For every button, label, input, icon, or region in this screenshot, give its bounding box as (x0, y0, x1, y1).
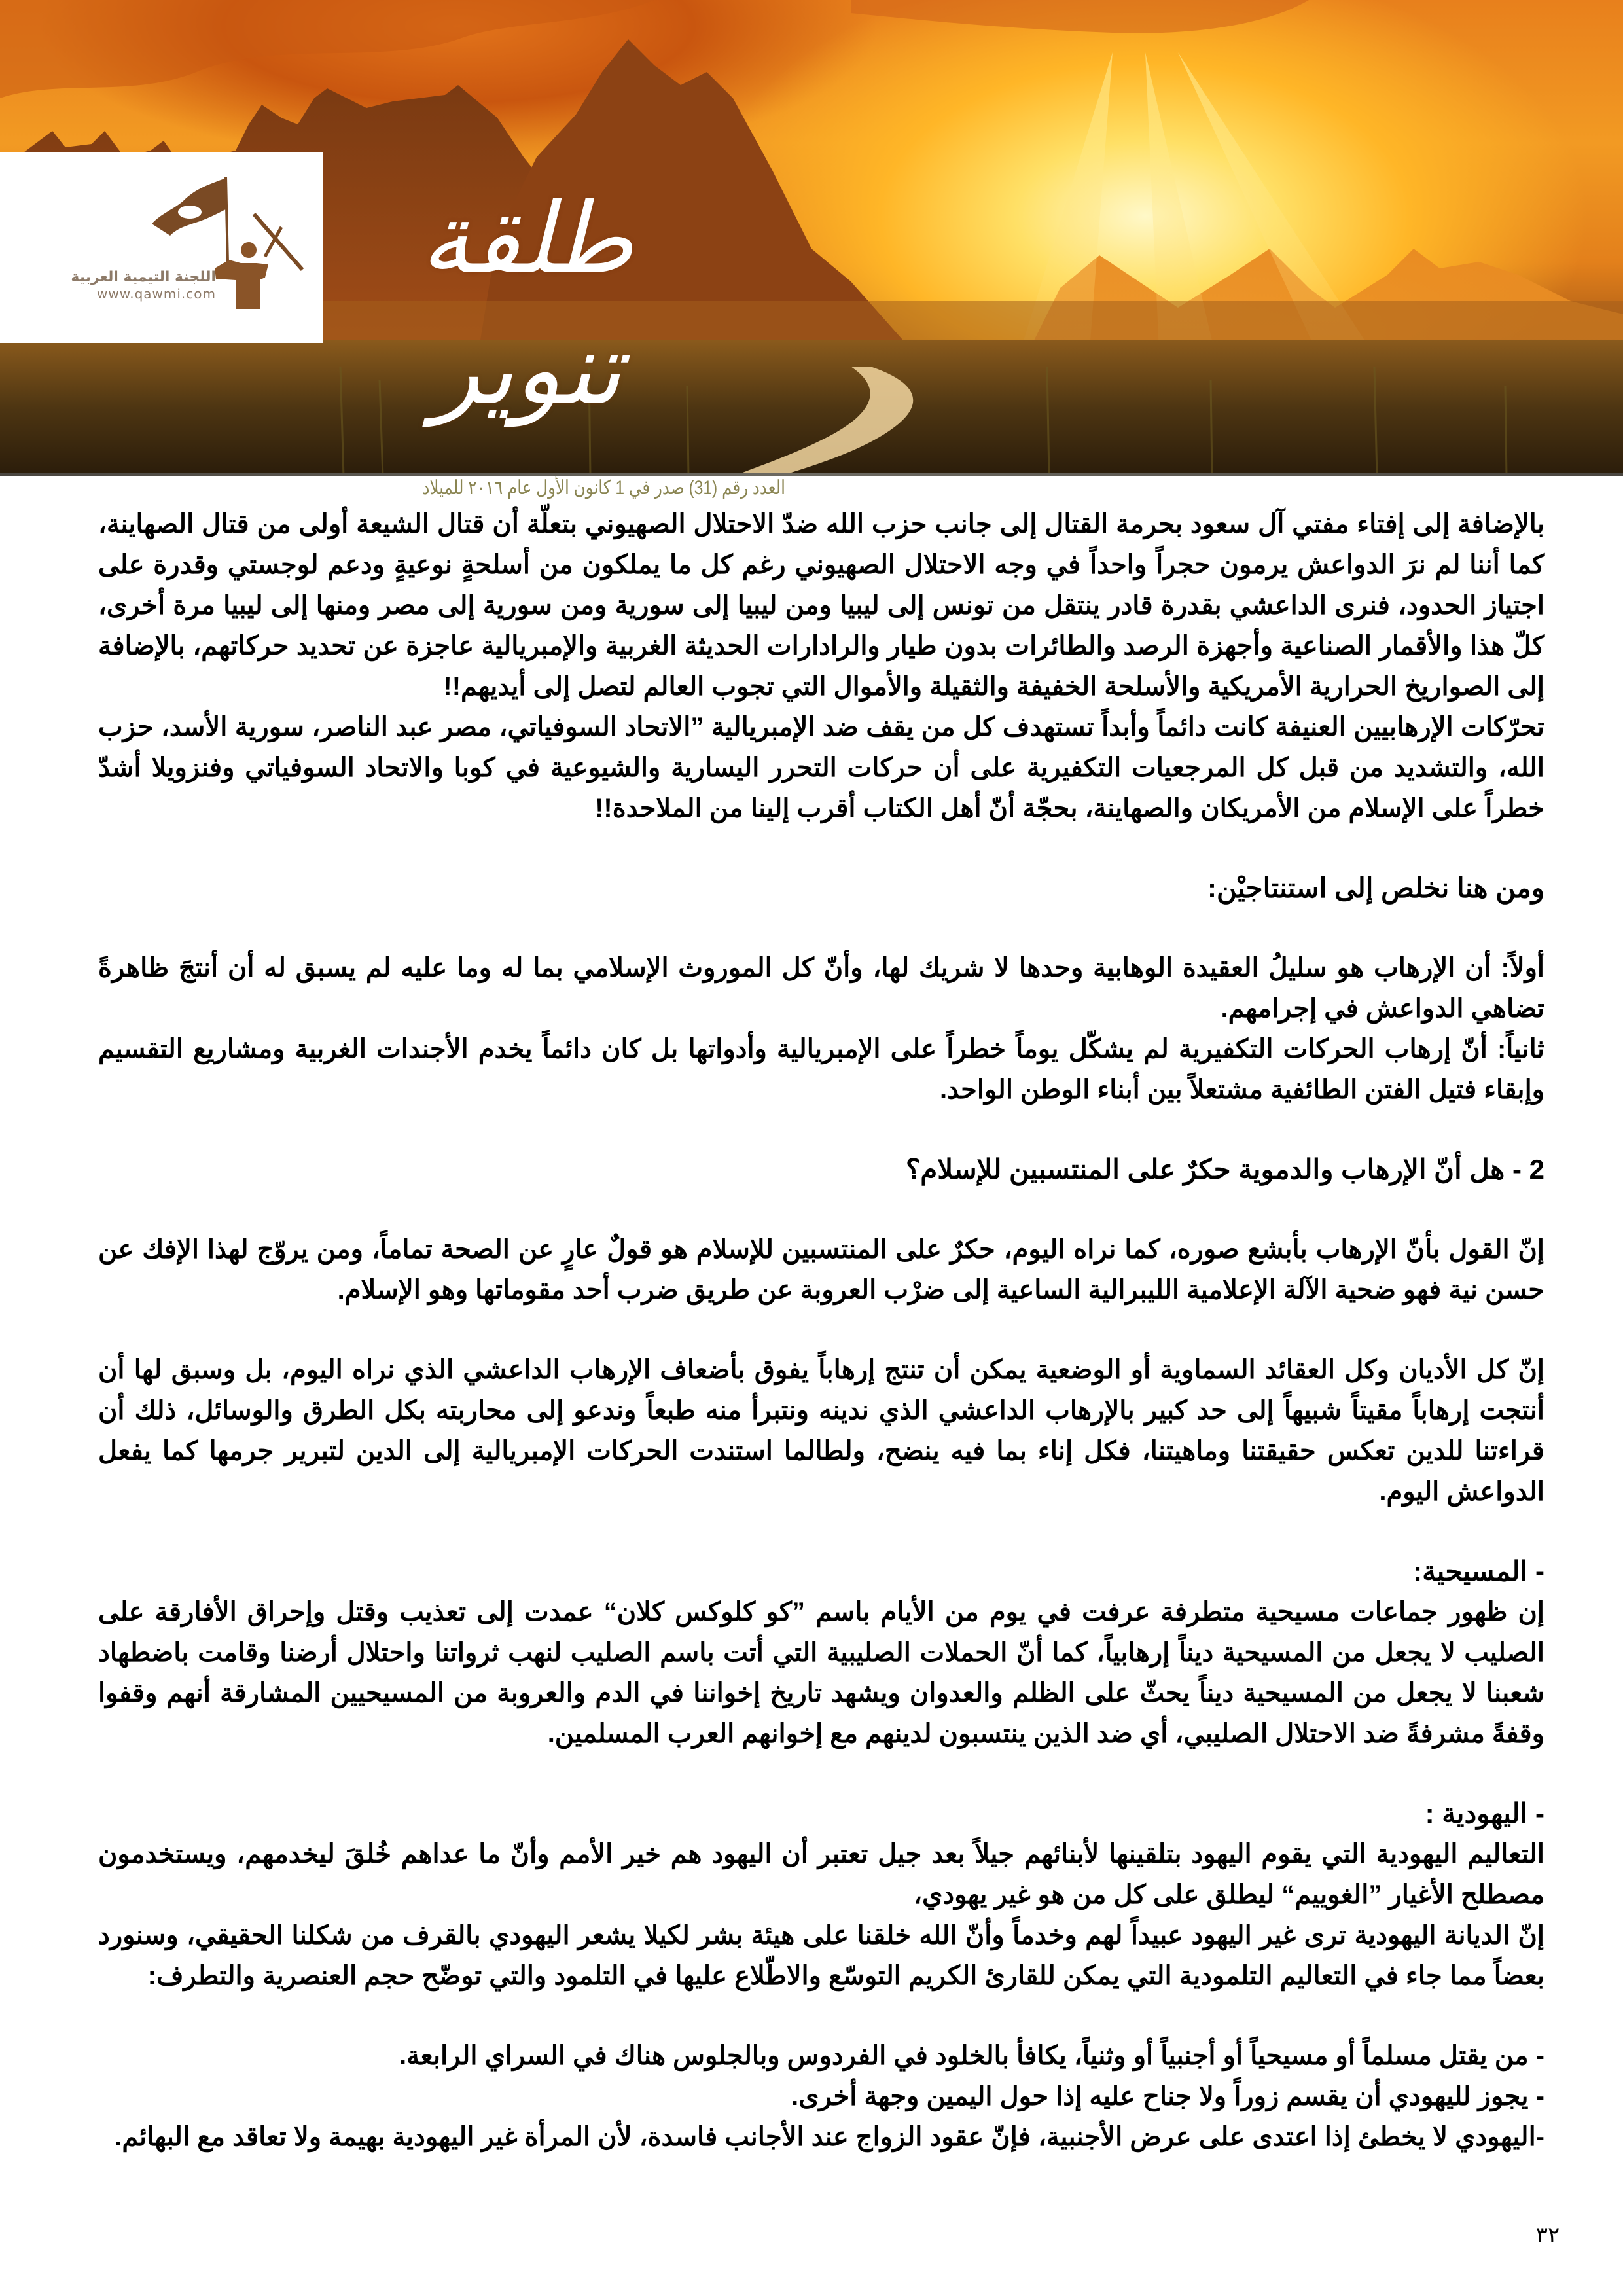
article-body (98, 504, 1544, 2157)
talmud-quote-item: -اليهودي لا يخطئ إذا اعتدى على عرض الأجنبية، فإنّ عقود الزواج عند الأجانب فاسدة، لأن المرأة غير اليهودية بهيمة ولا تعاقد مع البهائم. (115, 2123, 1544, 2151)
paragraph: إنّ كل الأديان وكل العقائد السماوية أو الوضعية يمكن أن تنتج إرهاباً يفوق بأضعاف الإرهاب الداعشي الذي نراه اليوم، بل وسبق لها أن أنتجت إرهاباً مقيتاً شبيهاً إلى حد كبير بالإرهاب الداعشي الذي ندينه ونتبرأ منه طبعاً وندعو إلى محاربته بكل الطرق والوسائل، ذلك أن قراءتنا للدين تعكس حقيقتنا وماهيتنا، فكل إناء بما فيه ينضح، ولطالما استندت الحركات الإمبريالية إلى الدين لتبرير جرمها كما يفعل الدواعش اليوم. (98, 1355, 1544, 1506)
section-heading-christianity: - المسيحية: (1413, 1556, 1544, 1587)
issue-info: العدد رقم (31) صدر في 1 كانون الأول عام ٢٠١٦ للميلاد (422, 477, 785, 499)
cloud (0, 0, 654, 98)
flag-bearer-icon (0, 152, 323, 343)
conclusion-item: ثانياً: أنّ إرهاب الحركات التكفيرية لم يشكّل يوماً خطراً على الإمبريالية وأدواتها بل كان دائماً يخدم الأجندات الغربية ومشاريع التقسيم وإبقاء فتيل الفتن الطائفية مشتعلاً بين أبناء الوطن الواحد. (98, 1035, 1544, 1104)
publisher-url: www.qawmi.com (96, 286, 216, 302)
publisher-logo-box (0, 152, 323, 343)
talmud-quote-item: - يجوز لليهودي أن يقسم زوراً ولا جناح عليه إذا حول اليمين وجهة أخرى. (791, 2082, 1544, 2111)
section-heading-judaism: - اليهودية : (1425, 1798, 1544, 1829)
header-banner (0, 0, 1623, 476)
paragraph: تحرّكات الإرهابيين العنيفة كانت دائماً وأبداً تستهدف كل من يقف ضد الإمبريالية ”الاتحاد السوفياتي، مصر عبد الناصر، سورية الأسد، حزب الله، والتشديد من قبل كل المرجعيات التكفيرية على أن حركات التحرر اليسارية والشيوعية في كوبا والاتحاد السوفياتي وفنزويلا أشدّ خطراً على الإسلام من الأمريكان والصهاينة، بحجّة أنّ أهل الكتاب أقرب إلينا من الملاحدة!! (98, 713, 1544, 823)
paragraph: إنّ الديانة اليهودية ترى غير اليهود عبيداً لهم وخدماً وأنّ الله خلقنا على هيئة بشر لكيلا يشعر اليهودي بالقرف من شكلنا الحقيقي، وسنورد بعضاً مما جاء في التعاليم التلمودية التي يمكن للقارئ الكريم التوسّع والاطّلاع عليها في التلمود والتي توضّح حجم العنصرية والتطرف: (98, 1921, 1544, 1990)
paragraph: إن ظهور جماعات مسيحية متطرفة عرفت في يوم من الأيام باسم ”كو كلوكس كلان“ عمدت إلى تعذيب وقتل وإحراق الأفارقة على الصليب لا يجعل من المسيحية ديناً إرهابياً، كما أنّ الحملات الصليبية التي أتت باسم الصليب لنهب ثرواتنا واحتلال أرضنا وقامت باضطهاد شعبنا لا يجعل من المسيحية ديناً يحثّ على الظلم والعدوان ويشهد تاريخ إخواننا في الدم والعروبة من المسيحيين المشارقة أنهم وقفوا وقفةً مشرفةً ضد الاحتلال الصليبي، أي ضد الذين ينتسبون لدينهم مع إخوانهم العرب المسلمين. (98, 1598, 1544, 1748)
page-number: ٣٢ (1535, 2222, 1560, 2248)
section-heading-question: 2 - هل أنّ الإرهاب والدموية حكرٌ على المنتسبين للإسلام؟ (905, 1154, 1544, 1185)
publisher-name: اللجنة التيمية العربية (71, 269, 216, 285)
paragraph: بالإضافة إلى إفتاء مفتي آل سعود بحرمة القتال إلى جانب حزب الله ضدّ الاحتلال الصهيوني بتعلّة أن قتال الشيعة أولى من قتال الصهاينة، كما أننا لم نرَ الدواعش يرمون حجراً واحداً في وجه الاحتلال الصهيوني رغم كل ما يملكون من أسلحةٍ نوعيةٍ ودعم لوجستي وقدرة على اجتياز الحدود، فنرى الداعشي بقدرة قادر ينتقل من تونس إلى ليبيا ومن ليبيا إلى سورية ومن سورية إلى مصر ومنها إلى ليبيا مرة أخرى، كلّ هذا والأقمار الصناعية وأجهزة الرصد والطائرات بدون طيار والرادارات الحديثة الغربية والإمبريالية عاجزة عن تحديد حركاتهم، بالإضافة إلى الصواريخ الحرارية الأمريكية والأسلحة الخفيفة والثقيلة والأموال التي تجوب العالم لتصل إلى أيديهم!! (98, 510, 1545, 701)
magazine-title: طلقة تنوير (420, 182, 633, 427)
conclusion-item: أولاً: أن الإرهاب هو سليلُ العقيدة الوهابية وحدها لا شريك لها، وأنّ كل الموروث الإسلامي بما له وما عليه لم يسبق له أن أنتجَ ظاهرةً تضاهي الدواعش في إجرامهم. (98, 954, 1544, 1023)
cloud (851, 0, 1309, 33)
paragraph: إنّ القول بأنّ الإرهاب بأبشع صوره، كما نراه اليوم، حكرٌ على المنتسبين للإسلام هو قولٌ عارٍ عن الصحة تماماً، ومن يروّج لهذا الإفك عن حسن نية فهو ضحية الآلة الإعلامية الليبرالية الساعية إلى ضرْب العروبة عن طريق ضرب أحد مقوماتها وهو الإسلام. (98, 1235, 1544, 1304)
paragraph: التعاليم اليهودية التي يقوم اليهود بتلقينها لأبنائهم جيلاً بعد جيل تعتبر أن اليهود هم خير الأمم وأنّ ما عداهم خُلقَ ليخدمهم، ويستخدمون مصطلح الأغيار ”الغوييم“ ليطلق على كل من هو غير يهودي، (98, 1840, 1544, 1909)
talmud-quote-item: - من يقتل مسلماً أو مسيحياً أو أجنبياً أو وثنياً، يكافأ بالخلود في الفردوس وبالجلوس هناك في السراي الرابعة. (399, 2041, 1544, 2070)
section-heading-conclusions: ومن هنا نخلص إلى استنتاجيْن: (1207, 872, 1544, 903)
banner-divider (0, 473, 1623, 476)
